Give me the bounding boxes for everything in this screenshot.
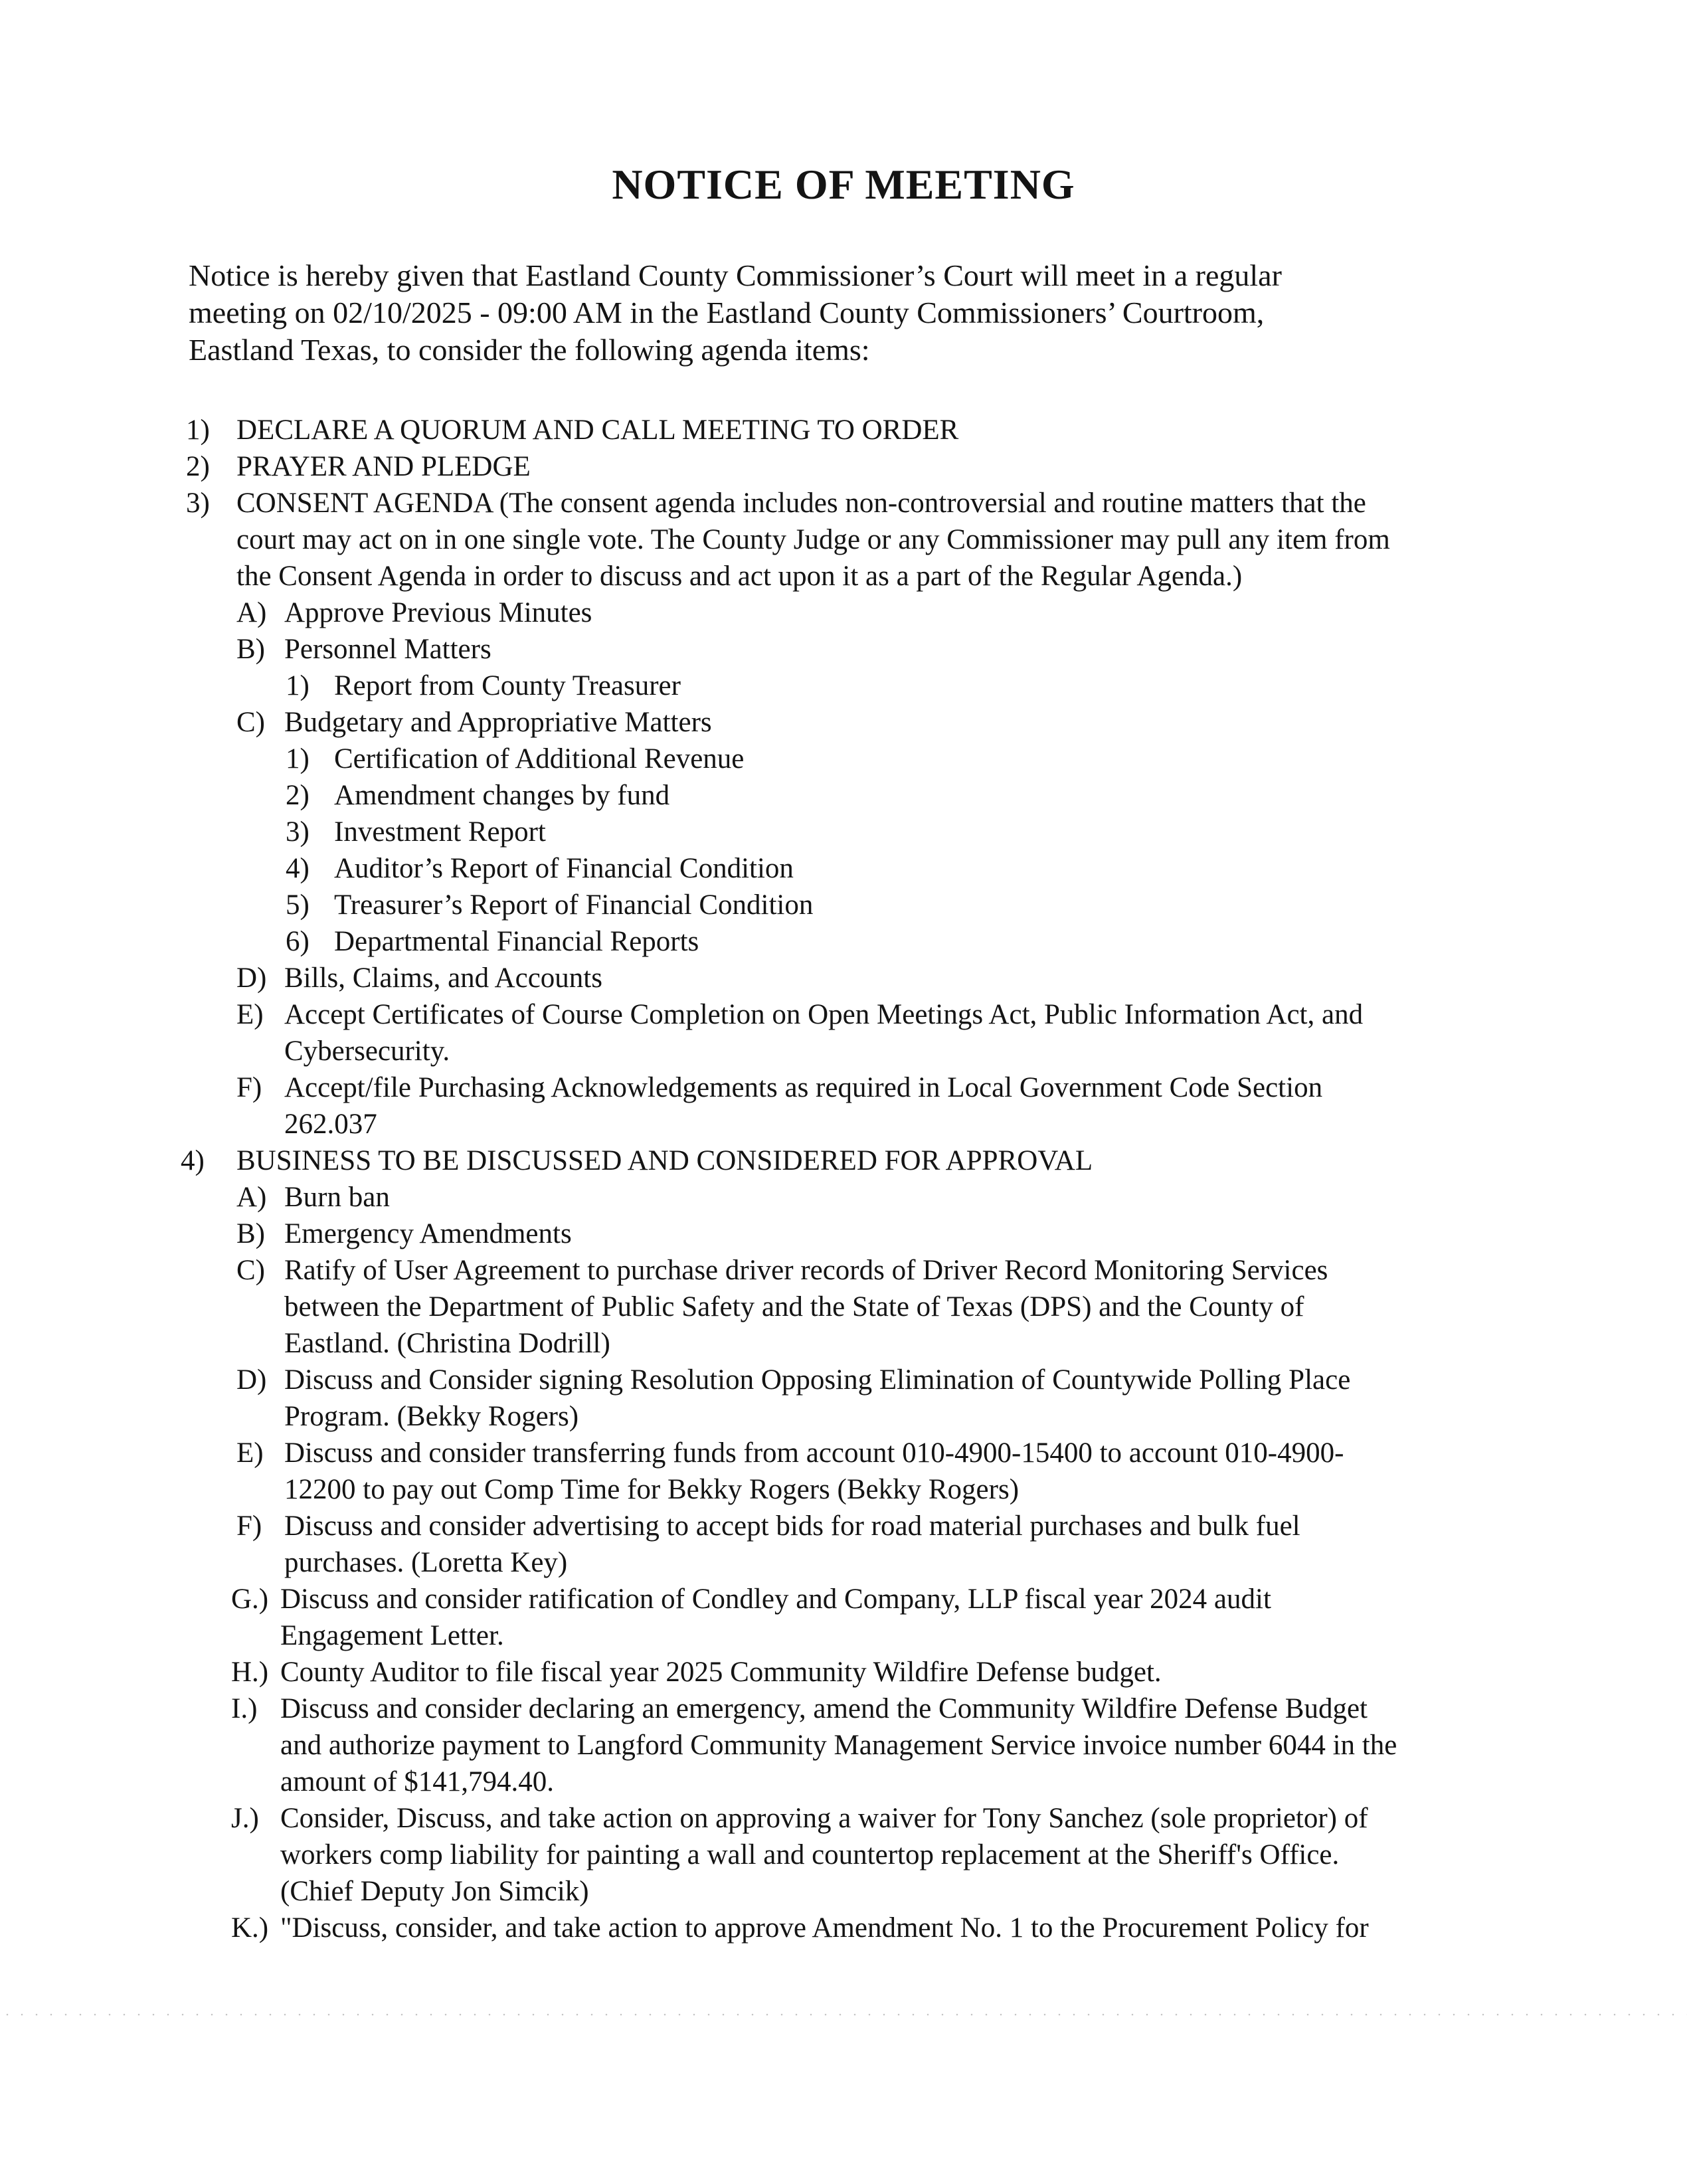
item-number: B) xyxy=(236,634,265,665)
agenda-subitem xyxy=(0,1252,1687,1289)
item-text: Amendment changes by fund xyxy=(334,780,670,811)
item-number: I.) xyxy=(231,1693,258,1724)
item-number: F) xyxy=(236,1510,262,1542)
agenda-item-continuation xyxy=(0,1325,1687,1362)
agenda-list xyxy=(0,412,1687,1946)
agenda-item-continuation xyxy=(0,558,1687,594)
item-number: J.) xyxy=(231,1803,259,1834)
item-number: 3) xyxy=(286,816,310,848)
item-number: C) xyxy=(236,1255,265,1286)
item-text: PRAYER AND PLEDGE xyxy=(236,451,531,482)
item-number: 3) xyxy=(186,488,210,519)
item-text: Eastland. (Christina Dodrill) xyxy=(284,1328,610,1359)
agenda-item-continuation xyxy=(0,1471,1687,1508)
item-text: 12200 to pay out Comp Time for Bekky Rogers (Bekky Rogers) xyxy=(284,1474,1020,1505)
item-text: Engagement Letter. xyxy=(280,1620,504,1651)
item-number: E) xyxy=(236,999,264,1030)
item-text: County Auditor to file fiscal year 2025 Community Wildfire Defense budget. xyxy=(280,1657,1162,1688)
item-text: Auditor’s Report of Financial Condition xyxy=(334,853,794,884)
item-text: CONSENT AGENDA (The consent agenda includes non-controversial and routine matters that the xyxy=(236,488,1366,519)
item-number: K.) xyxy=(231,1912,269,1944)
agenda-item-continuation xyxy=(0,1106,1687,1142)
agenda-subitem xyxy=(0,1362,1687,1398)
item-text: Ratify of User Agreement to purchase driver records of Driver Record Monitoring Services xyxy=(284,1255,1328,1286)
agenda-subitem xyxy=(0,594,1687,631)
item-text: Bills, Claims, and Accounts xyxy=(284,962,602,994)
item-number: F) xyxy=(236,1072,262,1103)
item-text: Certification of Additional Revenue xyxy=(334,743,745,774)
agenda-subsubitem xyxy=(0,814,1687,850)
item-text: Approve Previous Minutes xyxy=(284,597,592,628)
item-text: Discuss and consider advertising to accept bids for road material purchases and bulk fuel xyxy=(284,1510,1300,1542)
item-text: Emergency Amendments xyxy=(284,1218,572,1249)
item-text: Accept Certificates of Course Completion on Open Meetings Act, Public Information Act, and xyxy=(284,999,1364,1030)
item-text: Personnel Matters xyxy=(284,634,491,665)
agenda-subitem xyxy=(0,1069,1687,1106)
agenda-item-continuation xyxy=(0,1837,1687,1873)
agenda-item-continuation xyxy=(0,1764,1687,1800)
scan-artifact-line xyxy=(0,2013,1687,2017)
agenda-item xyxy=(0,448,1687,485)
item-number: D) xyxy=(236,962,267,994)
intro-line: Notice is hereby given that Eastland County Commissioner’s Court will meet in a regular xyxy=(189,258,1282,292)
agenda-subitem xyxy=(0,996,1687,1033)
item-text: Program. (Bekky Rogers) xyxy=(284,1401,579,1432)
agenda-subsubitem xyxy=(0,850,1687,887)
item-text: the Consent Agenda in order to discuss and act upon it as a part of the Regular Agenda.) xyxy=(236,561,1243,592)
agenda-subitem xyxy=(0,704,1687,741)
agenda-item-continuation xyxy=(0,1033,1687,1069)
item-number: C) xyxy=(236,707,265,738)
item-text: Discuss and consider ratification of Condley and Company, LLP fiscal year 2024 audit xyxy=(280,1584,1271,1615)
agenda-item-continuation xyxy=(0,521,1687,558)
item-number: 4) xyxy=(181,1145,205,1176)
item-number: 1) xyxy=(286,670,310,701)
item-text: court may act on in one single vote. The County Judge or any Commissioner may pull any item from xyxy=(236,524,1390,555)
intro-line: Eastland Texas, to consider the following agenda items: xyxy=(189,333,870,367)
item-number: 1) xyxy=(286,743,310,774)
item-text: Burn ban xyxy=(284,1182,390,1213)
agenda-subitem xyxy=(0,1216,1687,1252)
agenda-subitem xyxy=(0,1179,1687,1216)
intro-paragraph xyxy=(189,257,1451,369)
agenda-subitem xyxy=(0,960,1687,996)
intro-line: meeting on 02/10/2025 - 09:00 AM in the Eastland County Commissioners’ Courtroom, xyxy=(189,296,1265,329)
agenda-item-continuation xyxy=(0,1398,1687,1435)
agenda-item xyxy=(0,485,1687,521)
item-number: G.) xyxy=(231,1584,269,1615)
item-number: 2) xyxy=(286,780,310,811)
item-text: 262.037 xyxy=(284,1109,377,1140)
agenda-subitem xyxy=(0,1435,1687,1471)
item-text: Cybersecurity. xyxy=(284,1036,450,1067)
item-text: Discuss and consider declaring an emergency, amend the Community Wildfire Defense Budget xyxy=(280,1693,1368,1724)
item-text: Discuss and consider transferring funds from account 010-4900-15400 to account 010-4900- xyxy=(284,1437,1344,1469)
agenda-item-continuation xyxy=(0,1289,1687,1325)
item-text: purchases. (Loretta Key) xyxy=(284,1547,568,1578)
item-text: Treasurer’s Report of Financial Condition xyxy=(334,889,814,921)
item-text: Budgetary and Appropriative Matters xyxy=(284,707,712,738)
agenda-item-continuation xyxy=(0,1617,1687,1654)
agenda-subitem xyxy=(0,1508,1687,1544)
agenda-subitem xyxy=(0,1581,1687,1617)
item-number: A) xyxy=(236,1182,267,1213)
item-text: Consider, Discuss, and take action on approving a waiver for Tony Sanchez (sole proprietor) of xyxy=(280,1803,1368,1834)
page-title: NOTICE OF MEETING xyxy=(612,161,1075,208)
agenda-subitem xyxy=(0,1654,1687,1690)
item-text: Departmental Financial Reports xyxy=(334,926,699,957)
item-text: Report from County Treasurer xyxy=(334,670,681,701)
item-text: workers comp liability for painting a wall and countertop replacement at the Sheriff's Office. xyxy=(280,1839,1340,1870)
item-text: amount of $141,794.40. xyxy=(280,1766,555,1797)
agenda-subitem xyxy=(0,631,1687,668)
item-text: Discuss and Consider signing Resolution Opposing Elimination of Countywide Polling Place xyxy=(284,1364,1351,1396)
agenda-subitem xyxy=(0,1690,1687,1727)
item-text: DECLARE A QUORUM AND CALL MEETING TO ORDER xyxy=(236,414,959,446)
agenda-item-continuation xyxy=(0,1727,1687,1764)
item-number: 4) xyxy=(286,853,310,884)
item-number: 1) xyxy=(186,414,210,446)
agenda-subsubitem xyxy=(0,668,1687,704)
item-number: B) xyxy=(236,1218,265,1249)
item-text: between the Department of Public Safety and the State of Texas (DPS) and the County of xyxy=(284,1291,1304,1322)
item-number: 6) xyxy=(286,926,310,957)
agenda-item-continuation xyxy=(0,1544,1687,1581)
item-number: D) xyxy=(236,1364,267,1396)
agenda-subsubitem xyxy=(0,741,1687,777)
agenda-item-continuation xyxy=(0,1873,1687,1910)
agenda-item xyxy=(0,1142,1687,1179)
agenda-subsubitem xyxy=(0,887,1687,923)
item-text: "Discuss, consider, and take action to approve Amendment No. 1 to the Procurement Policy for xyxy=(280,1912,1369,1944)
item-text: BUSINESS TO BE DISCUSSED AND CONSIDERED FOR APPROVAL xyxy=(236,1145,1093,1176)
item-number: H.) xyxy=(231,1657,269,1688)
item-number: 5) xyxy=(286,889,310,921)
item-number: E) xyxy=(236,1437,264,1469)
item-text: Accept/file Purchasing Acknowledgements as required in Local Government Code Section xyxy=(284,1072,1323,1103)
item-number: 2) xyxy=(186,451,210,482)
item-text: (Chief Deputy Jon Simcik) xyxy=(280,1876,589,1907)
item-text: and authorize payment to Langford Community Management Service invoice number 6044 in the xyxy=(280,1730,1397,1761)
agenda-subitem xyxy=(0,1800,1687,1837)
item-text: Investment Report xyxy=(334,816,546,848)
item-number: A) xyxy=(236,597,267,628)
agenda-subsubitem xyxy=(0,923,1687,960)
agenda-subitem xyxy=(0,1910,1687,1946)
agenda-item xyxy=(0,412,1687,448)
agenda-subsubitem xyxy=(0,777,1687,814)
